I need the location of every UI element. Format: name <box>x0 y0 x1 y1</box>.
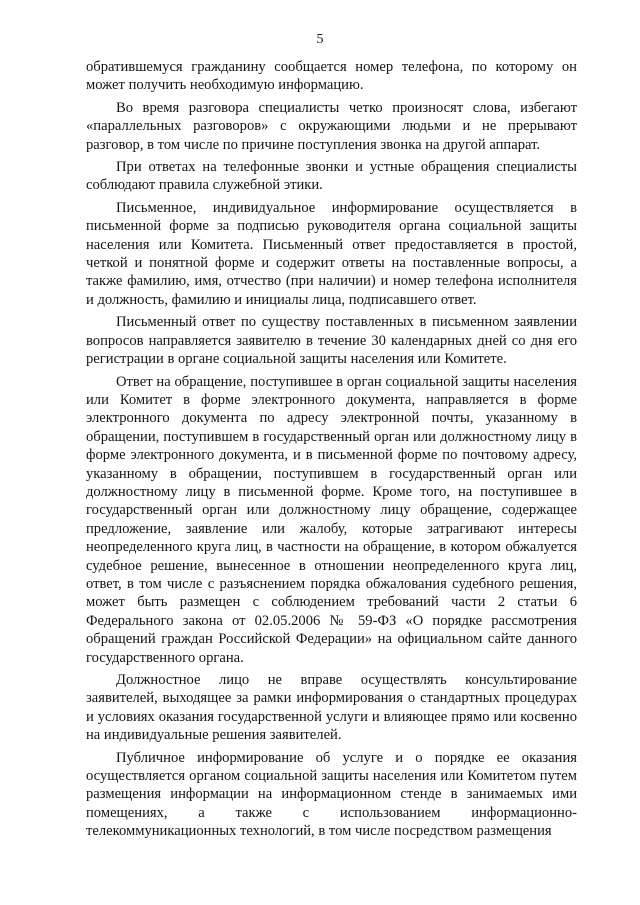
document-body <box>86 58 577 841</box>
paragraph-7: Должностное лицо не вправе осуществлять консультирование заявителей, выходящее за рамки информирования о стандартных процедурах и условиях оказания государственной услуги и влияющее прямо или косвенно на индивидуальные решения заявителей. <box>86 672 577 744</box>
paragraph-8: Публичное информирование об услуге и о порядке ее оказания осуществляется органом социальной защиты населения или Комитетом путем размещения информации на информационном стенде в занимаемых ими помещениях, а также с использованием информационно-телекоммуникационных технологий, в том числе посредством размещения <box>86 749 577 840</box>
paragraph-4: Письменное, индивидуальное информирование осуществляется в письменной форме за подписью руководителя органа социальной защиты населения или Комитета. Письменный ответ предоставляется в простой, четкой и понятной форме и содержит ответы на поставленные вопросы, а также фамилию, имя, отчество (при наличии) и номер телефона исполнителя и должность, фамилию и инициалы лица, подписавшего ответ. <box>86 199 577 308</box>
paragraph-2: Во время разговора специалисты четко произносят слова, избегают «параллельных разговоров» с окружающими людьми и не прерывают разговор, в том числе по причине поступления звонка на другой аппарат. <box>86 99 577 153</box>
page-number: 5 <box>316 32 324 47</box>
paragraph-5: Письменный ответ по существу поставленных в письменном заявлении вопросов направляется заявителю в течение 30 календарных дней со дня его регистрации в органе социальной защиты населения или Комитете. <box>86 314 577 368</box>
paragraph-3: При ответах на телефонные звонки и устные обращения специалисты соблюдают правила служебной этики. <box>86 159 577 194</box>
paragraph-6: Ответ на обращение, поступившее в орган социальной защиты населения или Комитет в форме электронного документа, направляется в форме электронного документа по адресу электронной почты, указанному в обращении, поступившем в государственный орган или должностному лицу в форме электронного документа, и в письменной форме по почтовому адресу, указанному в обращении, поступившем в государственный орган или должностному лицу в письменной форме. Кроме того, на поступившее в государственный орган или должностному лицу обращение, содержащее предложение, заявление или жалобу, которые затрагивают интересы неопределенного круга лиц, в частности на обращение, в котором обжалуется судебное решение, вынесенное в отношении неопределенного круга лиц, ответ, в том числе с разъяснением порядка обжалования судебного решения, может быть размещен с соблюдением требований части 2 статьи 6 Федерального закона от 02.05.2006 № 59-ФЗ «О порядке рассмотрения обращений граждан Российской Федерации» на официальном сайте данного государственного органа. <box>86 373 577 666</box>
paragraph-1: обратившемуся гражданину сообщается номер телефона, по которому он может получить необходимую информацию. <box>86 59 577 94</box>
